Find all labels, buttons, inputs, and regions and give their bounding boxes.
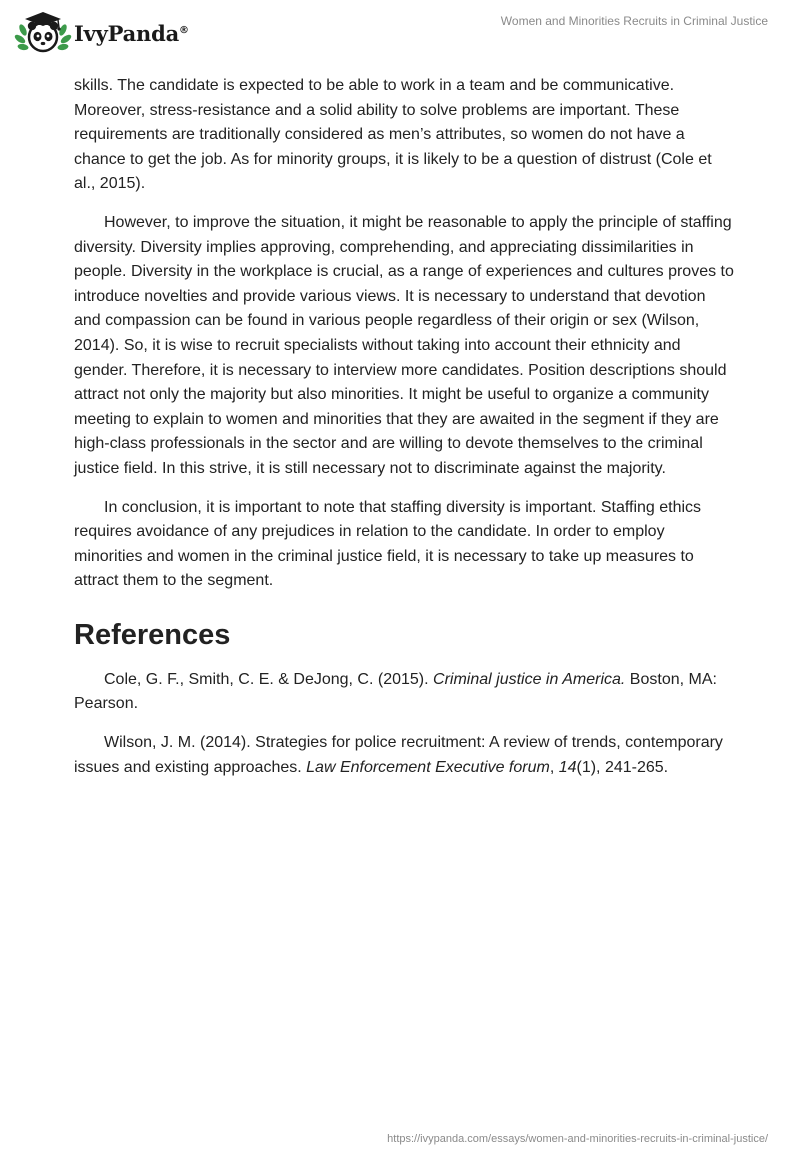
reference-entry: Wilson, J. M. (2014). Strategies for police recruitment: A review of trends, contemporary issues and existing approaches. Law Enforcement Executive forum, 14(1), 241-265.	[74, 734, 723, 776]
essay-content	[74, 74, 734, 794]
references-heading: References	[74, 618, 231, 651]
running-title: Women and Minorities Recruits in Criminal Justice	[500, 14, 768, 28]
paragraph-continued: skills. The candidate is expected to be able to work in a team and be communicative. Moreover, stress-resistance and a solid ability to solve problems are important. These requirements are traditionally considered as men’s attributes, so women do not have a chance to get the job. As for minority groups, it is likely to be a question of distrust (Cole et al., 2015).	[74, 77, 712, 193]
page-header	[0, 0, 800, 64]
source-url[interactable]: https://ivypanda.com/essays/women-and-minorities-recruits-in-criminal-justice/	[387, 1133, 768, 1145]
logo-wordmark: IvyPanda®	[74, 20, 189, 46]
paragraph-diversity: However, to improve the situation, it might be reasonable to apply the principle of staffing diversity. Diversity implies approving, comprehending, and appreciating dissimilarities in people. Diversity in the workplace is crucial, as a range of experiences and cultures proves to introduce novelties and provide various views. It is necessary to understand that devotion and compassion can be found in various people regardless of their origin or sex (Wilson, 2014). So, it is wise to recruit specialists without taking into account their ethnicity and gender. Therefore, it is necessary to interview more candidates. Position descriptions should attract not only the majority but also minorities. It might be useful to organize a community meeting to explain to women and minorities that they are awaited in the segment if they are high-class professionals in the sector and are willing to devote themselves to the criminal justice field. In this strive, it is still necessary not to discriminate against the majority.	[74, 213, 734, 477]
registered-mark: ®	[179, 24, 189, 36]
paragraph-conclusion: In conclusion, it is important to note that staffing diversity is important. Staffing ethics requires avoidance of any prejudices in relation to the candidate. In order to employ minorities and women in the criminal justice field, it is necessary to take up measures to attract them to the segment.	[74, 498, 702, 590]
ivypanda-logo[interactable]	[14, 8, 189, 56]
panda-graduate-icon	[14, 8, 72, 56]
reference-entry: Cole, G. F., Smith, C. E. & DeJong, C. (2015). Criminal justice in America. Boston, MA: Pearson.	[74, 670, 717, 713]
